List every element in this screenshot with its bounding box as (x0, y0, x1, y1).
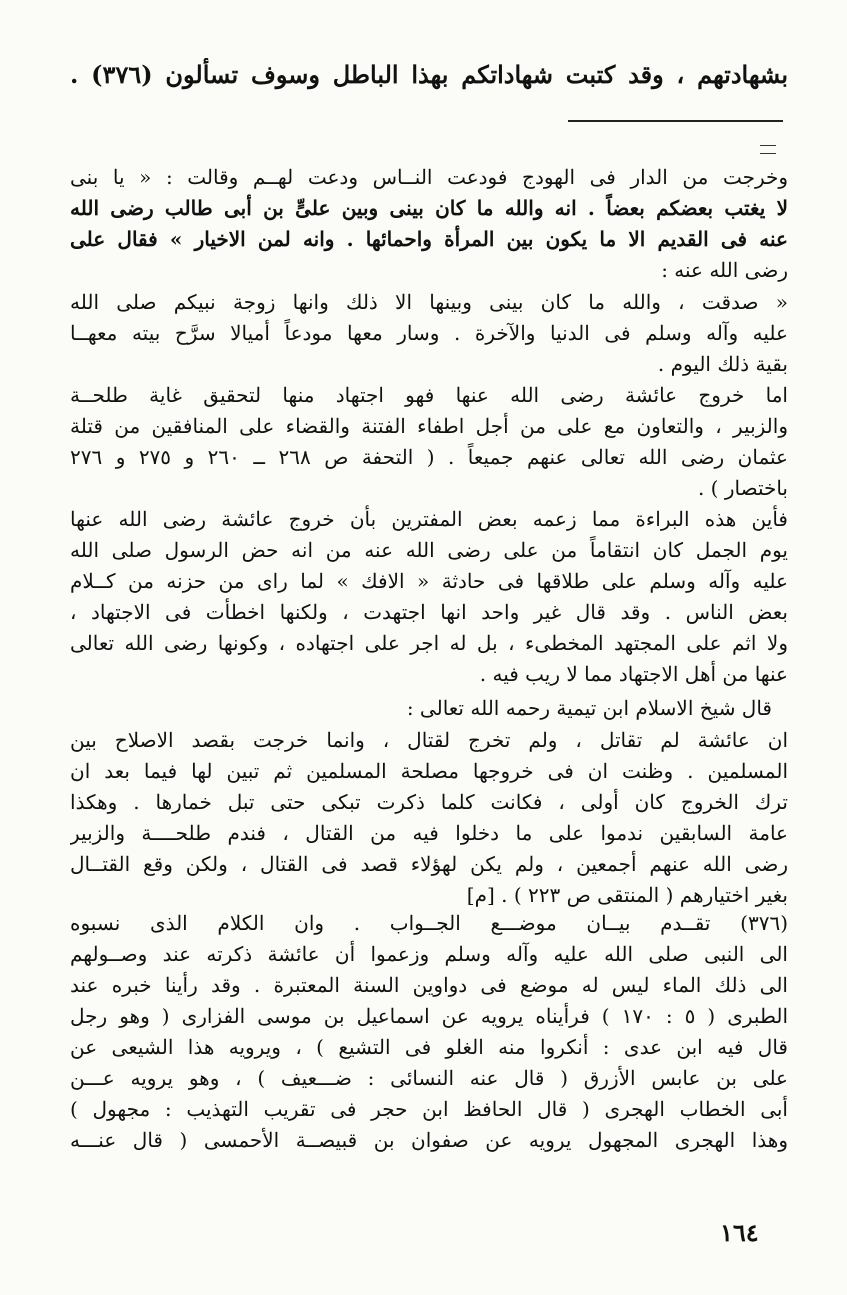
continuation-mark (760, 145, 776, 154)
footnote-line: وخرجت من الدار فى الهودج فودعت النــاس ودعت لهــم وقالت : « يا بنى (70, 165, 788, 189)
footnote-line: الى النبى صلى الله عليه وآله وسلم وزعموا أن عائشة ذكرته عند وصــولهم (70, 942, 788, 966)
footnote-line: الطبرى ( ٥ : ١٧٠ ) فرأيناه يرويه عن اسماعيل بن موسى الفزارى ( وهو رجل (70, 1004, 788, 1028)
page-number: ١٦٤ (720, 1218, 759, 1247)
footnote-line: عليه وآله وسلم على طلاقها فى حادثة « الافك » لما راى من حزنه من كــلام (70, 569, 788, 593)
footnote-line: بغير اختيارهم ( المنتقى ص ٢٢٣ ) . [م] (466, 883, 788, 907)
header-line: بشهادتهم ، وقد كتبت شهاداتكم بهذا الباطل وسوف تسألون (٣٧٦) . (70, 60, 788, 89)
footnote-line: ان عائشة لم تقاتل ، ولم تخرج لقتال ، وانما خرجت بقصد الاصلاح بين (70, 728, 788, 752)
footnote-line: فأين هذه البراءة مما زعمه بعض المفترين بأن خروج عائشة رضى الله عنها (70, 507, 788, 531)
footnote-line: الى ذلك الماء ليس له موضع فى دواوين السنة المعتبرة . وقد رأينا خبره عند (70, 973, 788, 997)
footnote-line: بعض الناس . وقد قال غير واحد انها اجتهدت ، ولكنها اخطأت فى الاجتهاد ، (70, 600, 788, 624)
footnote-line: ترك الخروج كان أولى ، فكانت كلما ذكرت تبكى حتى تبل خمارها . وهكذا (70, 790, 788, 814)
footnote-line: والزبير ، والتعاون مع على من أجل اطفاء الفتنة والقضاء على المنافقين من قتلة (70, 414, 788, 438)
footnote-line: المسلمين . وظنت ان فى خروجها مصلحة المسلمين ثم تبين لها فيما بعد ان (70, 759, 788, 783)
footnote-line: يوم الجمل كان انتقاماً من على رضى الله عنه من انه حض الرسول صلى الله (70, 538, 788, 562)
footnote-line: رضى الله عنهم أجمعين ، ولم يكن لهؤلاء قصد فى القتال ، ولكن وقع القتــال (70, 852, 788, 876)
footnote-line: عنه فى القديم الا ما يكون بين المرأة واحمائها . وانه لمن الاخيار » فقال على (70, 227, 788, 251)
footnote-line: أبى الخطاب الهجرى ( قال الحافظ ابن حجر فى تقريب التهذيب : مجهول ) (70, 1097, 788, 1121)
footnote-line: « صدقت ، والله ما كان بينى وبينها الا ذلك وانها زوجة نبيكم صلى الله (70, 290, 788, 314)
footnote-line: قال فيه ابن عدى : أنكروا منه الغلو فى التشيع ) ، ويرويه هذا الشيعى عن (70, 1035, 788, 1059)
footnote-line: رضى الله عنه : (661, 258, 788, 282)
footnote-line: لا يغتب بعضكم بعضاً . انه والله ما كان بينى وبين علىٍّ بن أبى طالب رضى الله (70, 196, 788, 220)
footnote-line: ولا اثم على المجتهد المخطىء ، بل له اجر على اجتهاده ، وكونها رضى الله تعالى (70, 631, 788, 655)
footnote-line: بقية ذلك اليوم . (657, 352, 788, 376)
footnote-line: باختصار ) . (697, 476, 788, 500)
footnote-line: عثمان رضى الله تعالى عنهم جميعاً . ( التحفة ص ٢٦٨ ــ ٢٦٠ و ٢٧٥ و ٢٧٦ (70, 445, 788, 469)
footnote-line: وهذا الهجرى المجهول يرويه عن صفوان بن قبيصــة الأحمسى ( قال عنـــه (70, 1128, 788, 1152)
footnote-line: عنها من أهل الاجتهاد مما لا ريب فيه . (479, 662, 788, 686)
footnote-line: على بن عابس الأزرق ( قال عنه النسائى : ضـــعيف ) ، وهو يرويه عـــن (70, 1066, 788, 1090)
footnote-line: اما خروج عائشة رضى الله عنها فهو اجتهاد منها لتحقيق غاية طلحــة (70, 383, 788, 407)
footnote-line: عليه وآله وسلم فى الدنيا والآخرة . وسار معها مودعاً أميالا سرَّح بيته معهــا (70, 321, 788, 345)
footnote-separator (568, 120, 783, 122)
footnote-line: عامة السابقين ندموا على ما دخلوا فيه من القتال ، فندم طلحــــة والزبير (70, 821, 788, 845)
footnote-line: قال شيخ الاسلام ابن تيمية رحمه الله تعالى : (406, 696, 772, 720)
footnote-line: (٣٧٦) تقــدم بيــان موضـــع الجــواب . وان الكلام الذى نسبوه (70, 911, 788, 935)
